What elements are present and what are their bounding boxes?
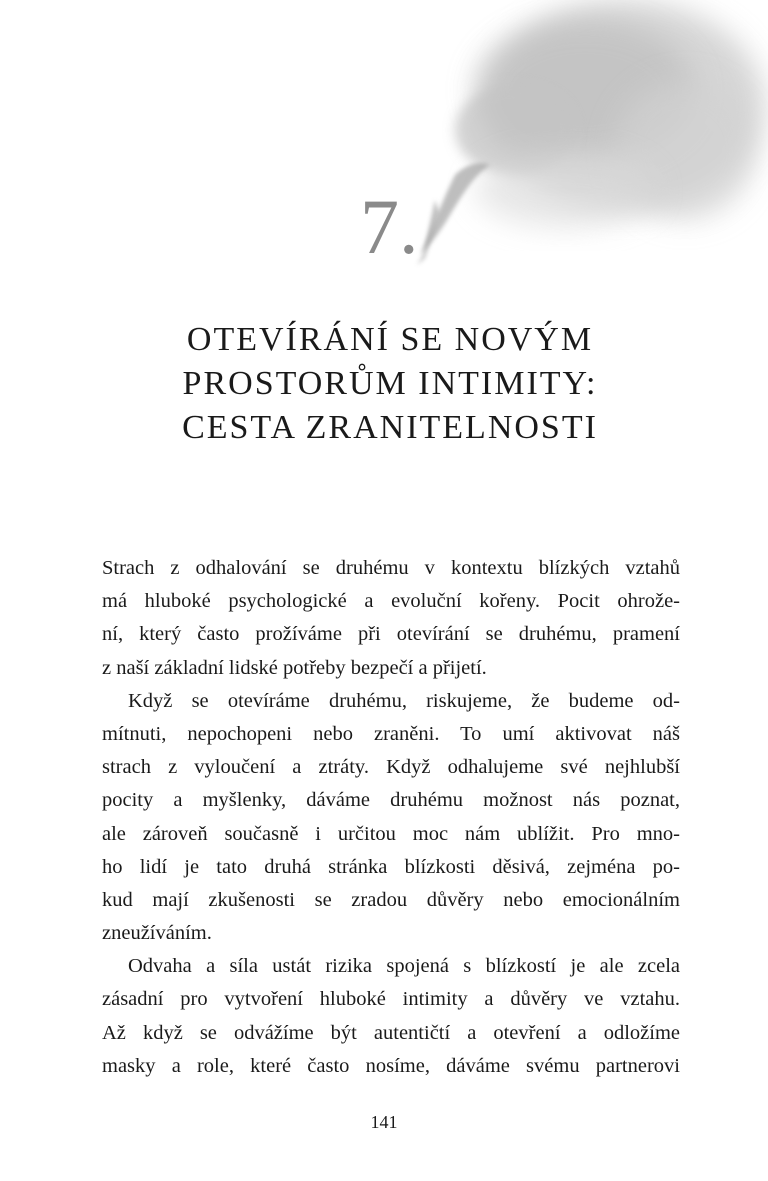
text-line: Až když se odvážíme být autentičtí a otevření a odložíme: [102, 1021, 680, 1044]
text-line: pocity a myšlenky, dáváme druhému možnost nás poznat,: [102, 789, 680, 812]
chapter-title: [100, 318, 680, 450]
text-line: Strach z odhalování se druhému v kontextu blízkých vztahů: [102, 557, 680, 579]
text-line: mítnuti, nepochopeni nebo zraněni. To umí aktivovat náš: [102, 722, 680, 745]
chapter-title-line: CESTA ZRANITELNOSTI: [182, 409, 598, 446]
watercolor-blot-decoration: [395, 0, 768, 290]
chapter-title-line: PROSTORŮM INTIMITY:: [182, 365, 598, 402]
chapter-number: 7.: [360, 183, 419, 270]
text-line: ní, který často prožíváme při otevírání se druhému, pramení: [102, 623, 680, 646]
page-number: 141: [370, 1112, 398, 1132]
body-text: [102, 552, 680, 1083]
text-line: ale zároveň současně i určitou moc nám ublížit. Pro mno-: [102, 822, 680, 845]
text-line: zásadní pro vytvoření hluboké intimity a důvěry ve vztahu.: [102, 988, 680, 1011]
chapter-title-line: OTEVÍRÁNÍ SE NOVÝM: [186, 321, 594, 358]
text-line: má hluboké psychologické a evoluční kořeny. Pocit ohrože-: [102, 590, 680, 613]
text-line: ho lidí je tato druhá stránka blízkosti děsivá, zejména po-: [102, 855, 680, 878]
text-line: kud mají zkušenosti se zradou důvěry nebo emocionálním: [102, 888, 680, 911]
text-line: masky a role, které často nosíme, dáváme svému partnerovi: [102, 1054, 680, 1077]
text-line: Když se otevíráme druhému, riskujeme, že budeme od-: [128, 689, 680, 712]
text-line: z naší základní lidské potřeby bezpečí a přijetí.: [102, 656, 487, 679]
text-line: zneužíváním.: [102, 922, 212, 945]
text-line: strach z vyloučení a ztráty. Když odhalujeme své nejhlubší: [102, 756, 680, 779]
text-line: Odvaha a síla ustát rizika spojená s blízkostí je ale zcela: [128, 955, 680, 978]
